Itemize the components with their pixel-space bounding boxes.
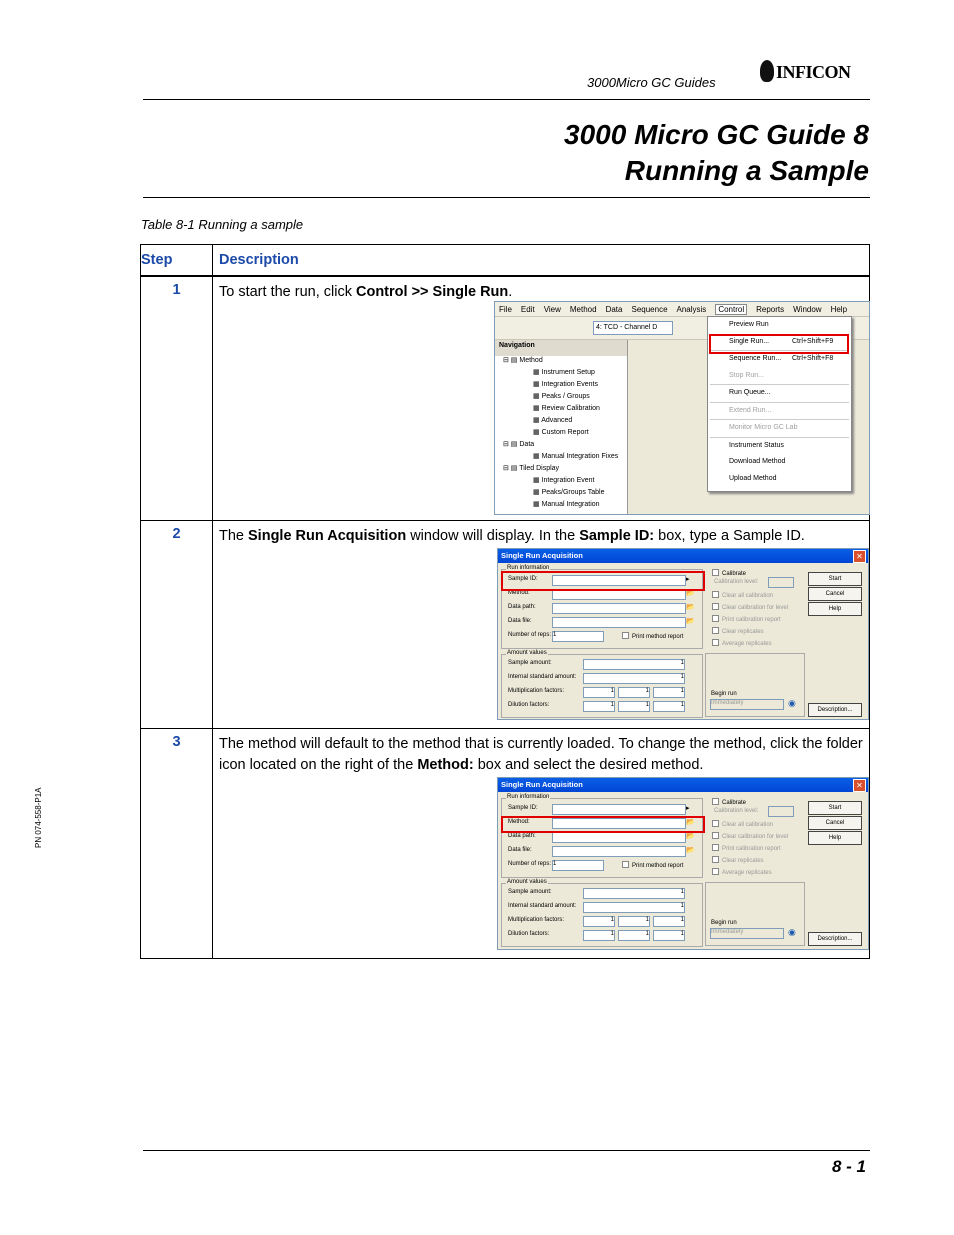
field-label-sample-id: Sample ID: — [508, 576, 538, 582]
channel-combo[interactable]: 4: TCD - Channel D — [593, 321, 673, 335]
menu-item-label: Run Queue... — [729, 389, 771, 396]
tree-item-label: Tiled Display — [519, 465, 560, 472]
tree-item[interactable] — [495, 356, 627, 368]
menu-file[interactable]: File — [499, 305, 512, 314]
calibration-option — [712, 832, 788, 840]
start-button[interactable]: Start — [808, 572, 862, 586]
highlight-box — [501, 816, 705, 833]
menu-item[interactable] — [708, 438, 851, 455]
tree-item-label: Peaks / Groups — [541, 393, 590, 400]
amount-label: Sample amount: — [508, 660, 552, 666]
checkbox-box — [712, 868, 719, 875]
description-button[interactable]: Description... — [808, 703, 862, 717]
tree-node-icon: ▦ — [533, 453, 542, 460]
amount-input[interactable]: 1 — [583, 673, 685, 684]
calibration-option — [712, 615, 781, 623]
calibrate-checkbox[interactable] — [712, 798, 746, 806]
calibrate-checkbox[interactable] — [712, 569, 746, 577]
reps-label: Number of reps: — [508, 632, 552, 638]
amount-input[interactable]: 1 — [583, 659, 685, 670]
folder-icon[interactable]: 📂 — [686, 819, 695, 826]
cal-level-label: Calibration level: — [714, 808, 759, 814]
start-button[interactable]: Start — [808, 801, 862, 815]
field-label-data-file: Data file: — [508, 847, 532, 853]
data-file-input[interactable] — [552, 846, 686, 857]
logo-text: INFICON — [776, 62, 851, 82]
navigation-pane — [495, 340, 628, 514]
tree-item[interactable] — [495, 416, 627, 428]
step-description: The method will default to the method that is currently loaded. To change the method, click the folder icon located on the right of the Method: box and select the desired method. — [213, 728, 870, 958]
step-number: 2 — [141, 520, 213, 728]
menu-item-label: Preview Run — [729, 321, 769, 328]
tree-node-icon: ▦ — [533, 381, 542, 388]
tree-item-label: Integration Events — [541, 381, 598, 388]
help-button[interactable]: Help — [808, 602, 862, 616]
page-number: 8 - 1 — [831, 1157, 866, 1176]
reps-input[interactable]: 1 — [552, 631, 604, 642]
tree-item[interactable] — [495, 440, 627, 452]
factor-input[interactable]: 1 — [618, 930, 650, 941]
begin-run-label: Begin run — [711, 920, 737, 926]
clock-icon[interactable]: ◉ — [788, 698, 796, 708]
cancel-button[interactable]: Cancel — [808, 816, 862, 830]
field-label-method: Method: — [508, 819, 530, 825]
menu-item-label: Stop Run... — [729, 371, 765, 379]
checkbox-box — [712, 627, 719, 634]
checkbox-box[interactable] — [712, 798, 719, 805]
calibration-option — [712, 603, 788, 611]
menu-item-label: Download Method — [729, 458, 786, 465]
checkbox-box — [712, 832, 719, 839]
tree-node-icon: ▦ — [533, 417, 542, 424]
cancel-button[interactable]: Cancel — [808, 587, 862, 601]
data-file-input[interactable] — [552, 617, 686, 628]
calibration-option-label: Clear calibration for level — [722, 834, 789, 840]
menu-sequence[interactable]: Sequence — [631, 305, 668, 314]
factor-input[interactable]: 1 — [618, 701, 650, 712]
tree-item[interactable] — [495, 476, 627, 488]
sample-id-input[interactable] — [552, 804, 686, 815]
title-line-2: Running a Sample — [624, 155, 869, 186]
checkbox-box — [712, 856, 719, 863]
menu-reports[interactable]: Reports — [756, 305, 785, 314]
tree-node-icon: ▦ — [533, 393, 542, 400]
menu-data[interactable]: Data — [605, 305, 623, 314]
amount-input[interactable]: 1 — [583, 888, 685, 899]
calibration-option-label: Clear all calibration — [722, 822, 774, 828]
amount-label: Internal standard amount: — [508, 674, 577, 680]
begin-run-input[interactable]: Immediately — [710, 928, 784, 939]
calibration-option-label: Average replicates — [722, 870, 772, 876]
calibrate-label: Calibrate — [722, 571, 747, 577]
menu-analysis[interactable]: Analysis — [676, 305, 707, 314]
page-title — [564, 117, 869, 189]
menu-item-label: Upload Method — [729, 474, 777, 482]
dialog-title: Single Run Acquisition — [498, 778, 868, 792]
calibration-option — [712, 868, 772, 876]
amount-label: Dilution factors: — [508, 931, 550, 937]
factor-input[interactable]: 1 — [583, 930, 615, 941]
calibration-option-label: Average replicates — [722, 641, 772, 647]
begin-run-label: Begin run — [711, 691, 737, 697]
close-icon[interactable]: ✕ — [853, 550, 866, 563]
navigation-title: Navigation — [495, 340, 627, 356]
factor-input[interactable]: 1 — [583, 687, 615, 698]
footer-rule — [143, 1150, 870, 1151]
menu-method[interactable]: Method — [569, 305, 597, 314]
description-header: Description — [213, 245, 870, 277]
title-line-1: 3000 Micro GC Guide 8 — [564, 119, 869, 150]
checkbox-box[interactable] — [712, 569, 719, 576]
menu-item — [708, 403, 851, 420]
tree-item[interactable] — [495, 488, 627, 500]
tree-item-label: Data — [519, 441, 535, 448]
factor-input[interactable]: 1 — [583, 701, 615, 712]
help-button[interactable]: Help — [808, 831, 862, 845]
factor-input[interactable]: 1 — [583, 916, 615, 927]
tree-item-label: Manual Integration — [541, 501, 600, 508]
print-method-checkbox[interactable] — [622, 861, 683, 869]
title-rule — [143, 197, 870, 198]
menu-item[interactable] — [708, 317, 851, 334]
checkbox-box — [712, 615, 719, 622]
tree-node-icon: ▦ — [533, 489, 542, 496]
tree-item[interactable] — [495, 464, 627, 476]
menu-window[interactable]: Window — [793, 305, 822, 314]
control-menu-screenshot — [494, 301, 870, 515]
tree-item[interactable] — [495, 404, 627, 416]
table-caption: Table 8-1 Running a sample — [141, 217, 304, 232]
step-number: 1 — [141, 276, 213, 520]
reps-label: Number of reps: — [508, 861, 552, 867]
menu-item-label: Extend Run... — [729, 406, 772, 414]
menu-item[interactable] — [708, 385, 851, 402]
checkbox-box — [712, 639, 719, 646]
tree-node-icon: ▦ — [533, 369, 542, 376]
menu-bar — [495, 302, 869, 317]
reps-input[interactable]: 1 — [552, 860, 604, 871]
close-icon[interactable]: ✕ — [853, 779, 866, 792]
calibration-option-label: Clear replicates — [722, 629, 764, 635]
menu-item-label: Monitor Micro GC Lab — [729, 424, 798, 431]
single-run-dialog-screenshot-1 — [497, 548, 869, 720]
navigation-tree — [495, 356, 627, 512]
run-info-label: Run information — [507, 565, 550, 571]
tree-node-icon: ▦ — [533, 501, 542, 508]
cal-level-input — [768, 806, 794, 817]
folder-icon[interactable]: 📂 — [686, 604, 695, 611]
calibration-option-label: Print calibration report — [722, 617, 781, 623]
checkbox-box — [712, 820, 719, 827]
tree-item[interactable] — [495, 500, 627, 512]
folder-icon[interactable]: 📂 — [686, 618, 695, 625]
tree-node-icon: ▦ — [533, 405, 542, 412]
amount-input[interactable]: 1 — [583, 902, 685, 913]
calibration-option — [712, 627, 764, 635]
menu-help[interactable]: Help — [830, 305, 848, 314]
tree-item[interactable] — [495, 392, 627, 404]
menu-control[interactable]: Control — [715, 304, 747, 315]
field-label-data-path: Data path: — [508, 604, 536, 610]
folder-icon[interactable]: 📂 — [686, 847, 695, 854]
factor-input[interactable]: 1 — [653, 687, 685, 698]
menu-item-shortcut: Ctrl+Shift+F9 — [792, 337, 834, 345]
menu-view[interactable]: View — [543, 305, 561, 314]
amount-label: Sample amount: — [508, 889, 552, 895]
print-method-checkbox[interactable] — [622, 632, 683, 640]
step-number: 3 — [141, 728, 213, 958]
calibration-option — [712, 856, 764, 864]
cal-level-input — [768, 577, 794, 588]
guide-series-label: 3000Micro GC Guides — [587, 75, 716, 90]
inficon-logo — [760, 60, 851, 83]
calibration-option-label: Clear replicates — [722, 858, 764, 864]
checkbox-box — [712, 591, 719, 598]
tree-node-icon: ▦ — [533, 429, 542, 436]
factor-input[interactable]: 1 — [653, 916, 685, 927]
menu-item-label: Sequence Run... — [729, 355, 782, 362]
calibration-option-label: Clear calibration for level — [722, 605, 789, 611]
tree-item-label: Advanced — [541, 417, 573, 424]
header-rule — [143, 99, 870, 100]
field-label-sample-id: Sample ID: — [508, 805, 538, 811]
amount-label: Dilution factors: — [508, 702, 550, 708]
tree-folder-icon: ⊟ ▤ — [503, 357, 520, 364]
checkbox-box — [712, 844, 719, 851]
inficon-logo-icon — [760, 60, 774, 82]
tree-item[interactable] — [495, 452, 627, 464]
field-label-method: Method: — [508, 590, 530, 596]
menu-item[interactable] — [708, 471, 851, 488]
part-number: PN 074-558-P1A — [34, 787, 43, 848]
tree-item-label: Method — [519, 357, 543, 364]
checkbox-box[interactable] — [622, 632, 629, 639]
clock-icon[interactable]: ◉ — [788, 927, 796, 937]
menu-item[interactable] — [708, 454, 851, 471]
menu-item — [708, 368, 851, 385]
tree-folder-icon: ⊟ ▤ — [503, 441, 520, 448]
menu-item — [708, 420, 851, 437]
single-run-dialog-screenshot-2 — [497, 777, 869, 950]
calibration-option — [712, 591, 773, 599]
data-path-input[interactable] — [552, 603, 686, 614]
tree-node-icon: ▦ — [533, 477, 542, 484]
step-header: Step — [141, 245, 213, 277]
calibrate-label: Calibrate — [722, 800, 747, 806]
factor-input[interactable]: 1 — [618, 916, 650, 927]
tree-item[interactable] — [495, 368, 627, 380]
menu-item-label: Instrument Status — [729, 441, 784, 449]
field-label-data-file: Data file: — [508, 618, 532, 624]
highlight-box — [501, 571, 705, 591]
amount-values-label: Amount values — [507, 879, 547, 885]
tree-item-label: Peaks/Groups Table — [541, 489, 605, 496]
tree-item[interactable] — [495, 428, 627, 440]
menu-item-shortcut: Ctrl+Shift+F8 — [792, 355, 834, 362]
checkbox-box[interactable] — [622, 861, 629, 868]
tree-item-label: Integration Event — [541, 477, 595, 484]
calibration-option — [712, 844, 781, 852]
calibration-option — [712, 639, 772, 647]
factor-input[interactable]: 1 — [653, 930, 685, 941]
step-description: To start the run, click Control >> Single Run. — [213, 276, 870, 520]
tree-item[interactable] — [495, 380, 627, 392]
tree-item-label: Instrument Setup — [541, 369, 595, 376]
amount-label: Multiplication factors: — [508, 917, 565, 923]
begin-run-input[interactable]: Immediately — [710, 699, 784, 710]
tree-folder-icon: ⊟ ▤ — [503, 465, 520, 472]
amount-label: Internal standard amount: — [508, 903, 577, 909]
tree-item-label: Review Calibration — [541, 405, 600, 412]
print-method-label: Print method report — [632, 863, 684, 869]
menu-edit[interactable]: Edit — [520, 305, 535, 314]
step-description: The Single Run Acquisition window will display. In the Sample ID: box, type a Sample ID. — [213, 520, 870, 728]
description-button[interactable]: Description... — [808, 932, 862, 946]
factor-input[interactable]: 1 — [653, 701, 685, 712]
dialog-title: Single Run Acquisition — [498, 549, 868, 563]
folder-icon[interactable]: 📂 — [686, 833, 695, 840]
run-info-label: Run information — [507, 794, 550, 800]
tree-item-label: Manual Integration Fixes — [541, 453, 619, 460]
single-run-highlight — [709, 334, 849, 354]
factor-input[interactable]: 1 — [618, 687, 650, 698]
print-method-label: Print method report — [632, 634, 684, 640]
calibration-option-label: Print calibration report — [722, 846, 781, 852]
arrow-icon[interactable]: ▸ — [686, 576, 690, 583]
calibration-option — [712, 820, 773, 828]
field-label-data-path: Data path: — [508, 833, 536, 839]
amount-values-label: Amount values — [507, 650, 547, 656]
data-path-input[interactable] — [552, 832, 686, 843]
checkbox-box — [712, 603, 719, 610]
cal-level-label: Calibration level: — [714, 579, 759, 585]
calibration-option-label: Clear all calibration — [722, 593, 774, 599]
menu-item-label: Single Run... — [729, 337, 770, 345]
tree-item-label: Custom Report — [541, 429, 589, 436]
arrow-icon[interactable]: ▸ — [686, 805, 690, 812]
folder-icon[interactable]: 📂 — [686, 590, 695, 597]
amount-label: Multiplication factors: — [508, 688, 565, 694]
